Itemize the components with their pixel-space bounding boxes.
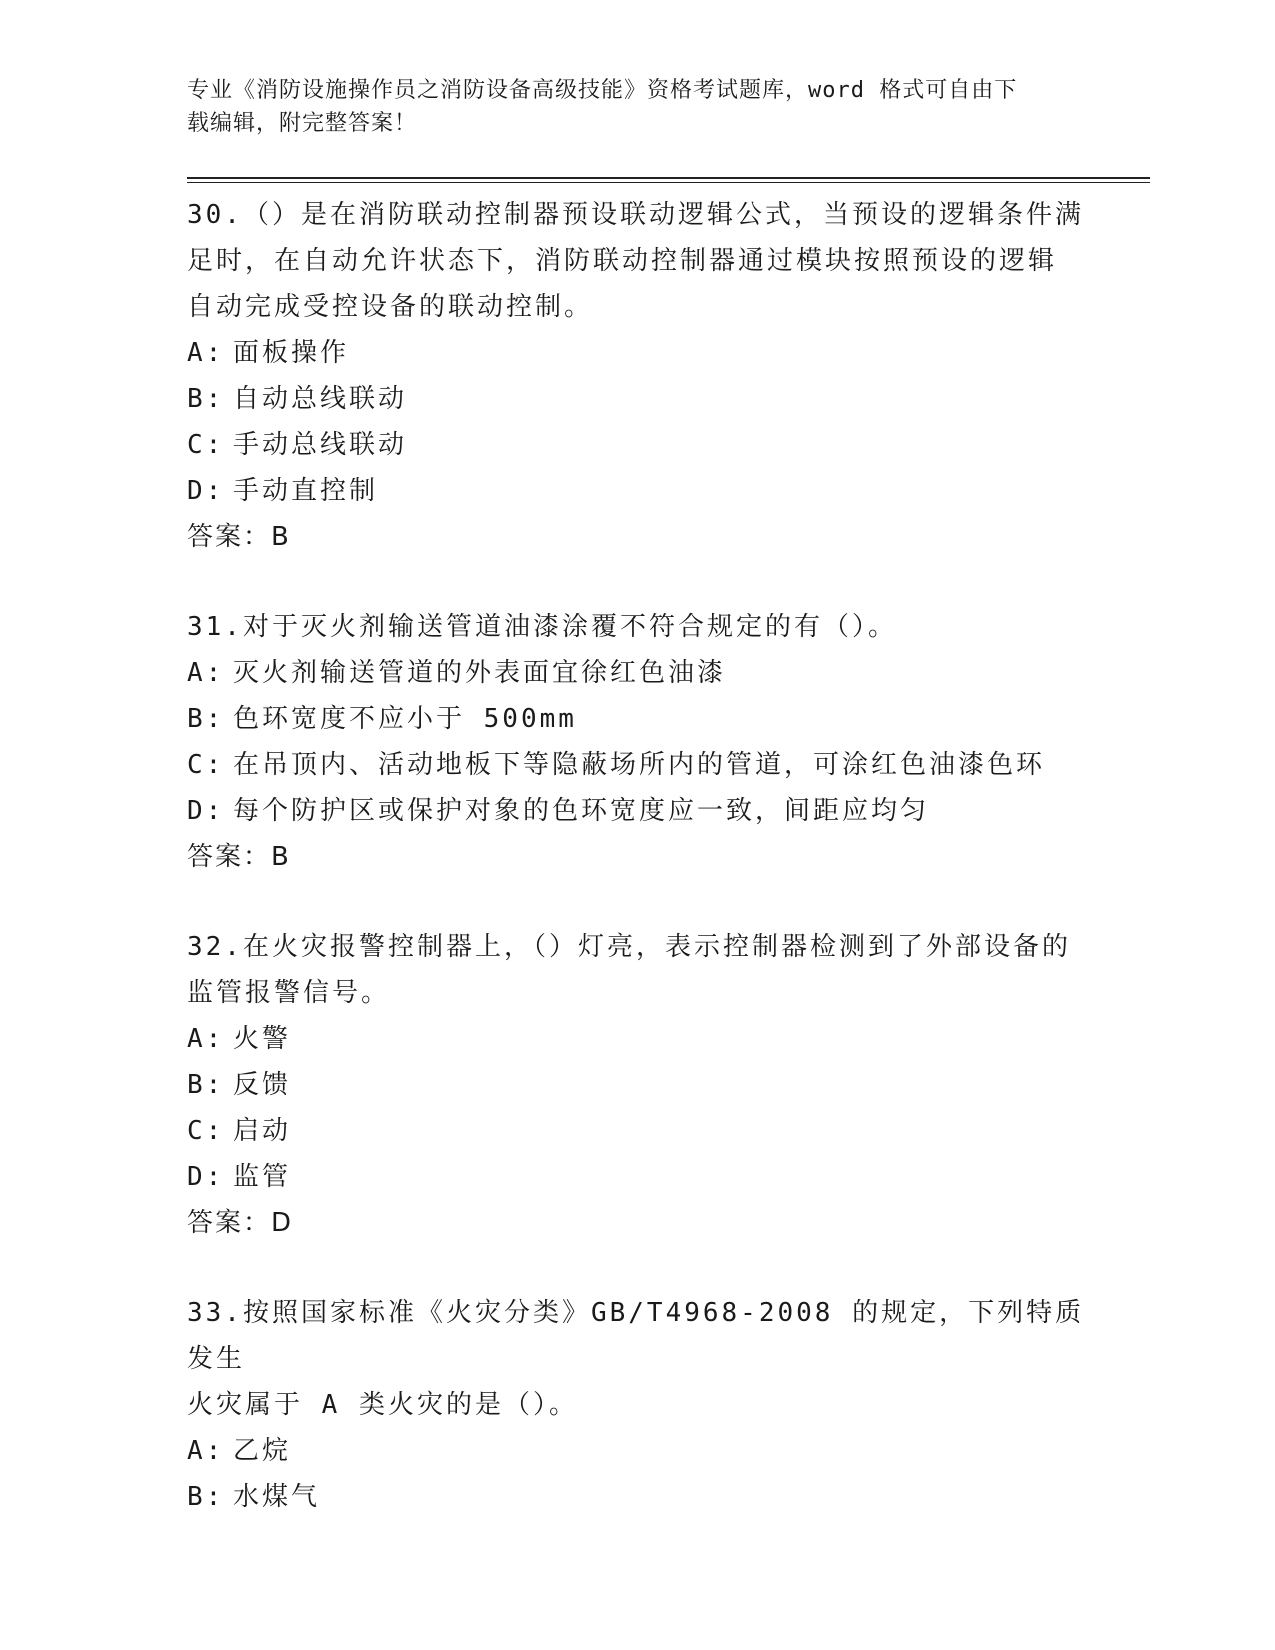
header-divider — [187, 177, 1150, 179]
question-block — [187, 1290, 1087, 1520]
header-line: 专业《消防设施操作员之消防设备高级技能》资格考试题库，word 格式可自由下 — [187, 78, 1018, 103]
option-text: 在吊顶内、活动地板下等隐蔽场所内的管道，可涂红色油漆色环 — [233, 750, 1046, 780]
option-text: 每个防护区或保护对象的色环宽度应一致，间距应均匀 — [233, 796, 930, 826]
answer-option — [187, 330, 1087, 376]
option-letter: D: — [187, 1162, 225, 1192]
question-stem-line: 火灾属于 A 类火灾的是（）。 — [187, 1390, 578, 1420]
option-text: 手动总线联动 — [233, 430, 408, 460]
option-text: 手动直控制 — [233, 476, 379, 506]
question-stem-line: 30.（）是在消防联动控制器预设联动逻辑公式，当预设的逻辑条件满 — [187, 200, 1084, 230]
question-stem-line: 31.对于灭火剂输送管道油漆涂覆不符合规定的有（）。 — [187, 612, 897, 642]
option-letter: C: — [187, 430, 225, 460]
option-text: 监管 — [233, 1162, 292, 1192]
option-letter: A: — [187, 338, 225, 368]
answer-option — [187, 1154, 1087, 1200]
answer-option — [187, 696, 1087, 742]
option-text: 反馈 — [233, 1070, 292, 1100]
option-text: 色环宽度不应小于 500mm — [233, 704, 577, 734]
question-stem-line: 监管报警信号。 — [187, 978, 391, 1008]
answer-option — [187, 1474, 1087, 1520]
answer-option — [187, 742, 1087, 788]
option-text: 面板操作 — [233, 338, 350, 368]
document-header — [187, 74, 1067, 140]
option-letter: B: — [187, 1482, 225, 1512]
option-letter: D: — [187, 796, 225, 826]
answer-option — [187, 650, 1087, 696]
option-letter: A: — [187, 1024, 225, 1054]
option-letter: D: — [187, 476, 225, 506]
answer-option — [187, 1062, 1087, 1108]
option-letter: C: — [187, 1116, 225, 1146]
option-text: 乙烷 — [233, 1436, 292, 1466]
option-text: 水煤气 — [233, 1482, 321, 1512]
option-letter: C: — [187, 750, 225, 780]
option-letter: B: — [187, 1070, 225, 1100]
question-stem-line: 32.在火灾报警控制器上，（）灯亮，表示控制器检测到了外部设备的 — [187, 932, 1071, 962]
option-text: 启动 — [233, 1116, 292, 1146]
answer-key: 答案：B — [187, 522, 291, 552]
header-divider — [187, 182, 1150, 183]
answer-option — [187, 1108, 1087, 1154]
option-text: 灭火剂输送管道的外表面宜徐红色油漆 — [233, 658, 727, 688]
option-letter: A: — [187, 658, 225, 688]
answer-key: 答案：B — [187, 842, 291, 872]
answer-option — [187, 376, 1087, 422]
option-text: 火警 — [233, 1024, 292, 1054]
answer-option — [187, 422, 1087, 468]
option-letter: B: — [187, 704, 225, 734]
question-block — [187, 924, 1087, 1246]
question-stem-line: 自动完成受控设备的联动控制。 — [187, 292, 594, 322]
option-letter: A: — [187, 1436, 225, 1466]
option-letter: B: — [187, 384, 225, 414]
header-line: 载编辑，附完整答案！ — [187, 111, 418, 136]
question-block — [187, 192, 1087, 560]
answer-key: 答案：D — [187, 1208, 294, 1238]
question-stem-line: 33.按照国家标准《火灾分类》GB/T4968-2008 的规定，下列特质发生 — [187, 1298, 1085, 1374]
question-block — [187, 604, 1087, 880]
option-text: 自动总线联动 — [233, 384, 408, 414]
answer-option — [187, 788, 1087, 834]
answer-option — [187, 468, 1087, 514]
question-list — [187, 192, 1087, 1564]
question-stem-line: 足时，在自动允许状态下，消防联动控制器通过模块按照预设的逻辑 — [187, 246, 1058, 276]
answer-option — [187, 1016, 1087, 1062]
answer-option — [187, 1428, 1087, 1474]
